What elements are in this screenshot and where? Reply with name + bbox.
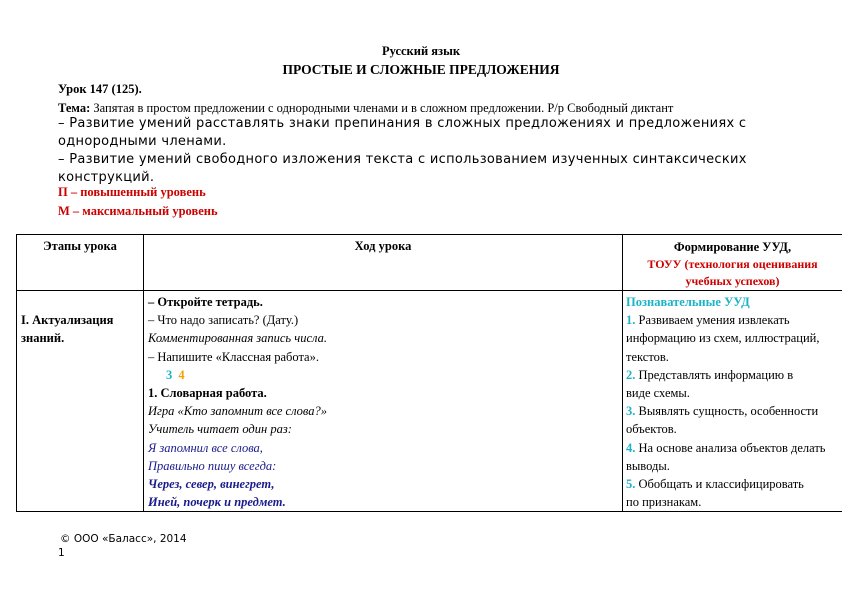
table-header-row: [17, 235, 842, 291]
uud-item-1-line-2: информацию из схем, иллюстраций,: [626, 331, 820, 346]
process-line-12: Иней, почерк и предмет.: [148, 495, 286, 510]
uud-title: Познавательные УУД: [626, 295, 750, 309]
uud-item-4-line-1: 4. На основе анализа объектов делать: [626, 440, 826, 455]
process-line-7: Игра «Кто запомнит все слова?»: [148, 404, 328, 419]
process-line-2: – Что надо записать? (Дату.): [148, 313, 299, 328]
process-line-8: Учитель читает один раз:: [148, 422, 292, 437]
uud-item-4-line-2: выводы.: [626, 458, 670, 473]
header-process: Ход урока: [144, 235, 623, 291]
process-line-10: Правильно пишу всегда:: [148, 458, 277, 473]
process-line-1: – Откройте тетрадь.: [148, 295, 263, 309]
header-stages: Этапы урока: [17, 235, 144, 291]
document-title: ПРОСТЫЕ И СЛОЖНЫЕ ПРЕДЛОЖЕНИЯ: [282, 62, 560, 77]
level-maximum: М – максимальный уровень: [58, 204, 218, 218]
uud-header-title: Формирование УУД,: [673, 240, 792, 254]
stage-cell: [17, 291, 144, 512]
uud-header-sub1: ТОУУ (технология оценивания: [647, 257, 818, 271]
process-level-marks: [148, 366, 622, 384]
table-row: [17, 291, 842, 512]
level-advanced: П – повышенный уровень: [58, 185, 206, 199]
uud-item-2-line-2: виде схемы.: [626, 386, 690, 401]
uud-item-3-line-1: 3. Выявлять сущность, особенности: [626, 404, 819, 419]
process-line-11: Через, север, винегрет,: [148, 477, 275, 492]
uud-item-3-line-2: объектов.: [626, 422, 677, 437]
stage-line-2: знаний.: [21, 331, 65, 346]
topic-label: Тема:: [58, 101, 91, 115]
uud-header-sub2: учебных успехов): [685, 274, 780, 288]
mark-4: 4: [178, 367, 185, 382]
goal-line-3: – Развитие умений свободного изложения текста с использованием изученных синтаксических: [58, 152, 747, 167]
uud-item-5-line-1: 5. Обобщать и классифицировать: [626, 477, 804, 492]
goal-line-1: – Развитие умений расставлять знаки препинания в сложных предложениях и предложениях с: [58, 116, 747, 131]
process-line-3: Комментированная запись числа.: [148, 331, 327, 346]
process-line-6: 1. Словарная работа.: [148, 386, 267, 401]
process-line-4: – Напишите «Классная работа».: [148, 349, 319, 364]
uud-item-1-line-3: текстов.: [626, 349, 669, 364]
process-cell: [144, 291, 623, 512]
lesson-topic: [58, 101, 673, 116]
header-uud: [623, 235, 842, 291]
mark-3: 3: [166, 367, 173, 382]
uud-item-2-line-1: 2. Представлять информацию в: [626, 367, 794, 382]
stage-line-1: I. Актуализация: [21, 313, 114, 327]
topic-text: Запятая в простом предложении с однородными членами и в сложном предложении. Р/р Свободный диктант: [93, 101, 674, 115]
lesson-table: [16, 234, 842, 512]
uud-cell: [623, 291, 842, 512]
subject-title: Русский язык: [381, 44, 461, 58]
uud-item-5-line-2: по признакам.: [626, 495, 702, 510]
goal-line-4: конструкций.: [58, 170, 155, 185]
uud-item-1-line-1: 1. Развиваем умения извлекать: [626, 313, 790, 328]
process-line-9: Я запомнил все слова,: [148, 440, 263, 455]
page-number: 1: [58, 547, 65, 559]
footer-copyright: © ООО «Баласс», 2014: [60, 533, 187, 545]
goal-line-2: однородными членами.: [58, 134, 227, 149]
lesson-number: Урок 147 (125).: [58, 82, 142, 96]
